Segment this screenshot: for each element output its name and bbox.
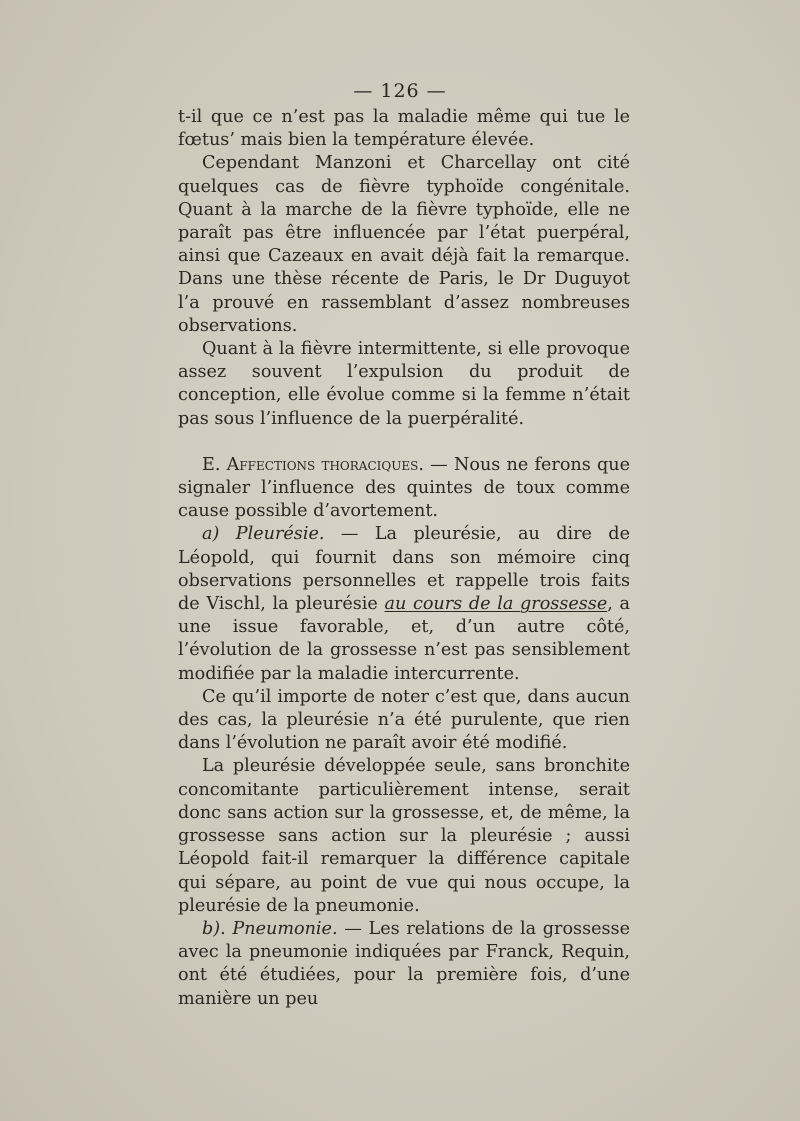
subsection-heading-pneumonia: b). Pneumonie. (202, 918, 338, 939)
paragraph-8-text: — Les relations de la grossesse avec la pneumonie indiquées par Franck, Requin, ont été étudiées, pour la première fois, d’une manière un peu (178, 918, 630, 1009)
paragraph-6: Ce qu’il importe de noter c’est que, dans aucun des cas, la pleurésie n’a été purulente, que rien dans l’évolution ne paraît avoir été modifié. (178, 686, 630, 754)
paragraph-4 (178, 454, 630, 524)
subsection-heading-pleurisy: a) Pleurésie. (202, 524, 325, 545)
paragraph-3: Quant à la fièvre intermittente, si elle provoque assez souvent l’expulsion du produit de conception, elle évolue comme si la femme n’était pas sous l’influence de la puerpéralité. (178, 339, 630, 429)
paragraph-5 (178, 523, 630, 685)
paragraph-1: t-il que ce n’est pas la maladie même qui tue le fœtus’ mais bien la température élevée. (178, 107, 630, 151)
paragraph-2: Cependant Manzoni et Charcellay ont cité quelques cas de fièvre typhoïde congénitale. Quant à la marche de la fièvre typhoïde, elle ne paraît pas être influencée par l’état puerpéral, ainsi que Cazeaux en avait déjà fait la remarque. Dans une thèse récente de Paris, le Dr Duguyot l’a prouvé en rassemblant d’assez nombreuses observations. (178, 153, 630, 336)
paragraph-5-text-before: — La pleurésie, au dire de Léopold, qui fournit dans son mémoire cinq observations personnelles et rappelle trois faits de Vischl, la pleurésie (178, 524, 630, 615)
paragraph-5-emphasis: au cours de la grossesse (384, 594, 608, 615)
paragraph-4-text: — Nous ne ferons que signaler l’influence des quintes de toux comme cause possible d’avortement. (178, 454, 630, 522)
page-number: — 126 — (353, 80, 447, 102)
paragraph-7: La pleurésie développée seule, sans bronchite concomitante particulièrement intense, serait donc sans action sur la grossesse, et, de même, la grossesse sans action sur la pleurésie ; aussi Léopold fait-il remarquer la différence capitale qui sépare, au point de vue qui nous occupe, la pleurésie de la pneumonie. (178, 756, 630, 916)
body-text (178, 106, 630, 1011)
paragraph-5-text-after: , a une issue favorable, et, d’un autre côté, l’évolution de la grossesse n’est pas sensiblement modifiée par la maladie intercurrente. (178, 594, 630, 684)
section-heading-thoracic: E. Affections thoraciques. (202, 454, 424, 475)
paragraph-8 (178, 918, 630, 1011)
